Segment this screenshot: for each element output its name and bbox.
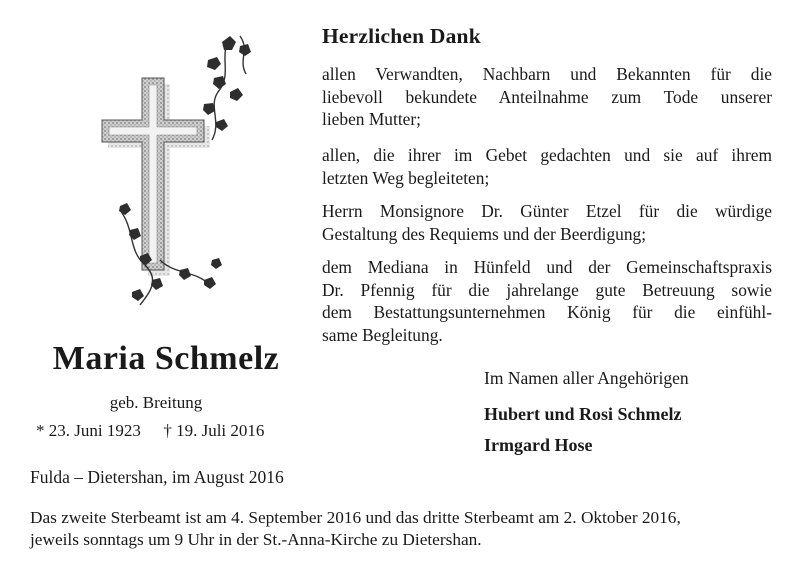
thanks-heading: Herzlichen Dank <box>322 24 481 48</box>
place-date: Fulda – Dietershan, im August 2016 <box>30 467 284 487</box>
signature-intro: Im Namen aller Angehörigen <box>484 368 689 388</box>
text-line: lieben Mutter; <box>322 109 422 129</box>
maiden-name: geb. Breitung <box>109 393 203 412</box>
text-line: Herrn Monsignore Dr. Günter Etzel für die würdige <box>322 201 772 221</box>
text-line: same Begleitung. <box>322 324 443 345</box>
text-line: jeweils sonntags um 9 Uhr in der St.-Anna-Kirche zu Dietershan. <box>30 530 482 549</box>
text-line: Gestaltung des Requiems und der Beerdigung; <box>322 223 647 244</box>
text-line: dem Bestattungsunternehmen König für die einfühl- <box>322 302 772 322</box>
text-line: liebevoll bekundete Anteilnahme zum Tode unserer <box>322 86 772 107</box>
text-line: letzten Weg begleiteten; <box>322 167 490 188</box>
death-date: † 19. Juli 2016 <box>163 421 265 440</box>
deceased-name: Maria Schmelz <box>52 340 280 377</box>
text-line: Das zweite Sterbeamt ist am 4. September 2016 und das dritte Sterbeamt am 2. Oktober 2016, <box>30 508 681 527</box>
text-line: Dr. Pfennig für die jahrelange gute Betreuung sowie <box>322 279 772 300</box>
thanks-paragraph-prayer <box>322 144 772 189</box>
text-line: allen, die ihrer im Gebet gedachten und sie auf ihrem <box>322 145 772 165</box>
mass-notice <box>30 507 775 551</box>
thanks-paragraph-relatives <box>322 63 772 131</box>
birth-date: * 23. Juni 1923 <box>36 421 141 440</box>
thanks-paragraph-priest <box>322 200 772 245</box>
text-line: allen Verwandten, Nachbarn und Bekannten für die <box>322 64 772 84</box>
signer-name: Hubert und Rosi Schmelz <box>484 404 682 424</box>
text-line: dem Mediana in Hünfeld und der Gemeinschaftspraxis <box>322 257 772 277</box>
life-dates <box>36 421 296 441</box>
thanks-paragraph-care <box>322 256 772 346</box>
cross-with-ivy-icon <box>100 30 290 320</box>
signer-name: Irmgard Hose <box>484 435 593 455</box>
